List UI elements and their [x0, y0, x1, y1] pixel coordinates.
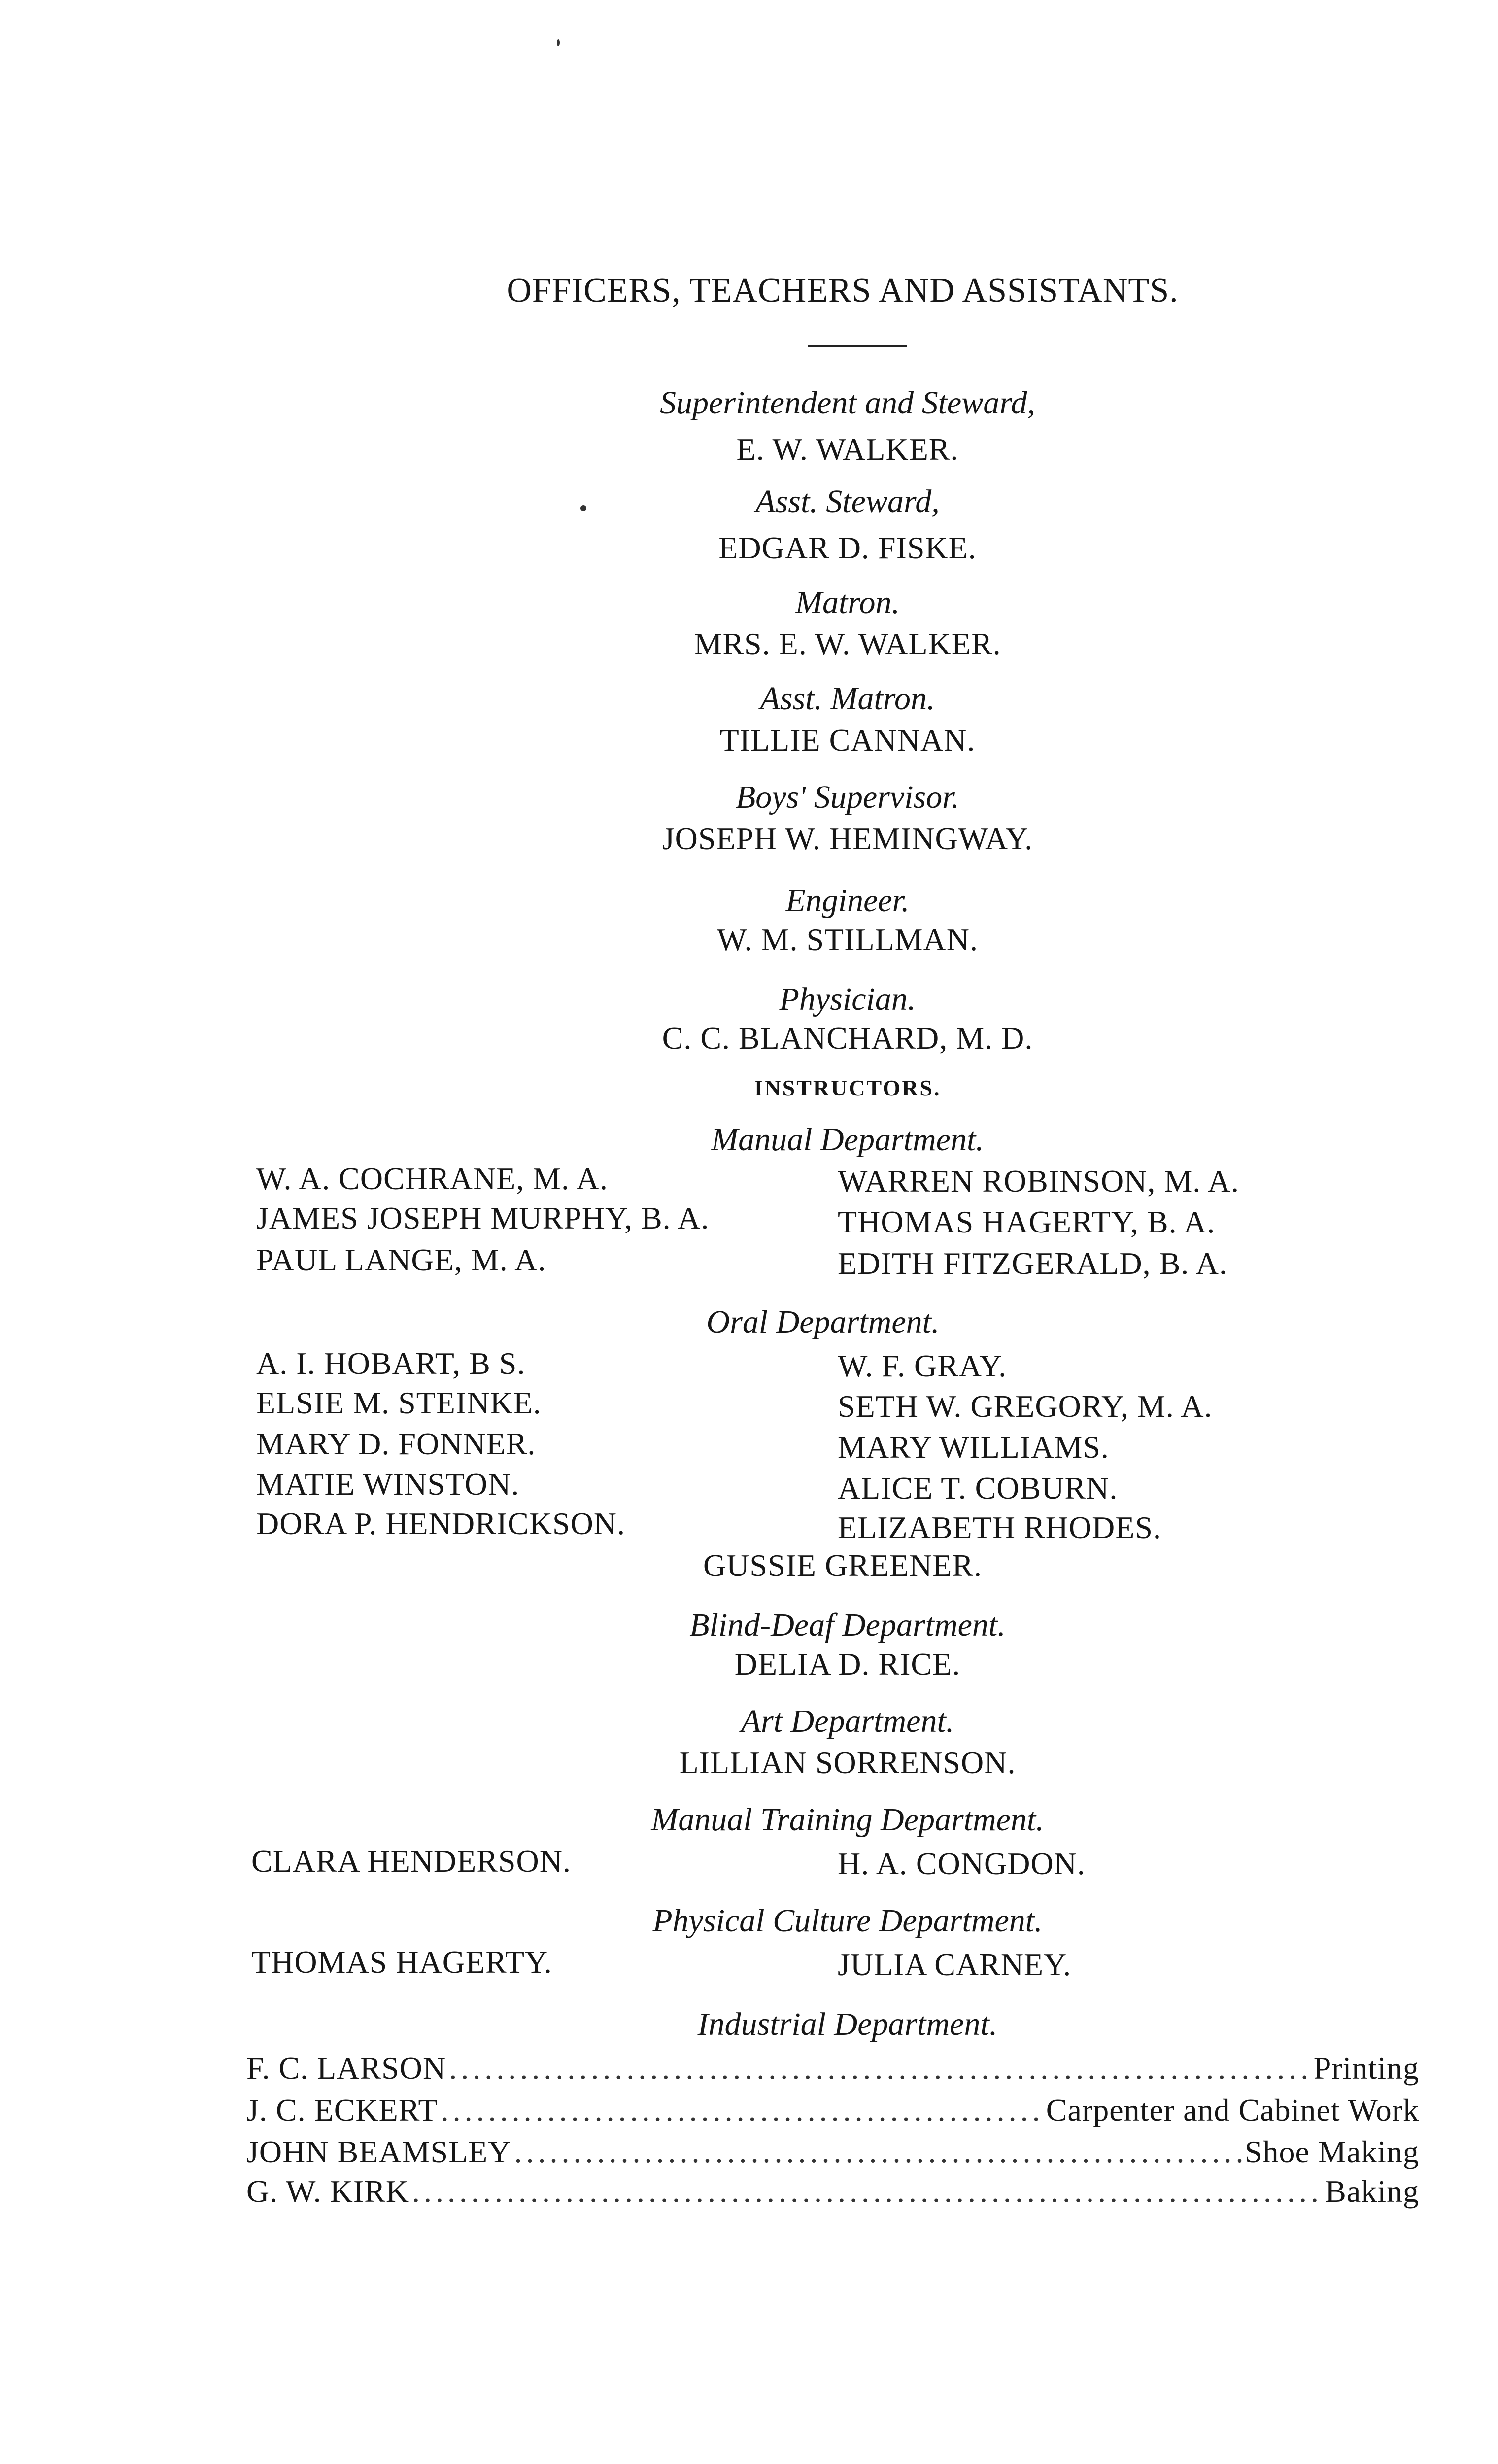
industrial-entry — [246, 2050, 1419, 2087]
instructor-name: MARY D. FONNER. — [256, 1426, 536, 1461]
department-heading: Oral Department. — [706, 1304, 940, 1340]
leader-dots — [441, 2092, 1043, 2128]
instructor-name: EDITH FITZGERALD, B. A. — [838, 1246, 1227, 1281]
industrial-name: F. C. LARSON — [246, 2051, 446, 2086]
page-title: OFFICERS, TEACHERS AND ASSISTANTS. — [507, 272, 1179, 309]
instructor-name: CLARA HENDERSON. — [251, 1844, 571, 1879]
leader-dots — [449, 2050, 1311, 2087]
speck-mark — [557, 39, 560, 46]
officer-name: TILLIE CANNAN. — [719, 722, 976, 757]
instructor-name: PAUL LANGE, M. A. — [256, 1242, 546, 1277]
industrial-trade: Printing — [1313, 2051, 1419, 2086]
instructor-name: ELIZABETH RHODES. — [838, 1510, 1161, 1545]
officer-role: Asst. Matron. — [760, 681, 935, 717]
instructor-name: ELSIE M. STEINKE. — [256, 1385, 542, 1420]
industrial-trade: Carpenter and Cabinet Work — [1046, 2092, 1419, 2127]
instructor-name: A. I. HOBART, B S. — [256, 1346, 526, 1381]
instructor-name: ALICE T. COBURN. — [838, 1471, 1118, 1506]
instructor-name: MATIE WINSTON. — [256, 1467, 520, 1502]
officer-role: Boys' Supervisor. — [735, 779, 960, 815]
leader-dots — [412, 2173, 1322, 2210]
instructor-name: SETH W. GREGORY, M. A. — [838, 1389, 1213, 1424]
officer-role: Asst. Steward, — [755, 483, 940, 519]
industrial-name: J. C. ECKERT — [246, 2092, 438, 2127]
department-heading: Physical Culture Department. — [652, 1903, 1043, 1939]
instructor-name: THOMAS HAGERTY. — [251, 1945, 552, 1980]
officer-name: EDGAR D. FISKE. — [718, 530, 977, 565]
industrial-trade: Shoe Making — [1244, 2134, 1419, 2169]
officer-name: E. W. WALKER. — [736, 432, 959, 467]
industrial-name: G. W. KIRK — [246, 2174, 409, 2209]
instructor-name: DELIA D. RICE. — [734, 1646, 961, 1681]
department-heading: Art Department. — [741, 1703, 954, 1739]
industrial-name: JOHN BEAMSLEY — [246, 2134, 511, 2169]
instructor-name: THOMAS HAGERTY, B. A. — [838, 1204, 1216, 1239]
instructor-name: WARREN ROBINSON, M. A. — [838, 1164, 1239, 1198]
leader-dots — [514, 2134, 1241, 2170]
instructor-name: H. A. CONGDON. — [838, 1846, 1086, 1881]
officer-role: Engineer. — [785, 883, 910, 919]
officer-role: Matron. — [795, 584, 900, 620]
department-heading: Industrial Department. — [697, 2006, 998, 2042]
instructor-name: JULIA CARNEY. — [838, 1947, 1072, 1982]
instructor-name: MARY WILLIAMS. — [838, 1430, 1109, 1465]
industrial-trade: Baking — [1325, 2174, 1419, 2209]
title-rule — [808, 345, 907, 347]
instructor-name: DORA P. HENDRICKSON. — [256, 1506, 625, 1541]
officer-name: C. C. BLANCHARD, M. D. — [662, 1021, 1033, 1056]
instructors-heading: INSTRUCTORS. — [754, 1075, 941, 1100]
officer-role: Physician. — [779, 981, 916, 1017]
officer-role: Superintendent and Steward, — [660, 385, 1035, 421]
industrial-entry — [246, 2134, 1419, 2170]
instructor-name: GUSSIE GREENER. — [703, 1548, 983, 1583]
officer-name: MRS. E. W. WALKER. — [694, 626, 1001, 661]
officer-name: JOSEPH W. HEMINGWAY. — [662, 821, 1033, 856]
industrial-entry — [246, 2092, 1419, 2128]
officer-name: W. M. STILLMAN. — [717, 922, 978, 957]
instructor-name: W. F. GRAY. — [838, 1348, 1007, 1383]
speck-mark — [580, 505, 586, 511]
instructor-name: JAMES JOSEPH MURPHY, B. A. — [256, 1200, 710, 1235]
instructor-name: W. A. COCHRANE, M. A. — [256, 1161, 608, 1196]
department-heading: Manual Training Department. — [651, 1802, 1044, 1838]
instructor-name: LILLIAN SORRENSON. — [679, 1745, 1016, 1780]
department-heading: Blind-Deaf Department. — [689, 1607, 1006, 1643]
industrial-entry — [246, 2173, 1419, 2210]
department-heading: Manual Department. — [711, 1122, 984, 1158]
